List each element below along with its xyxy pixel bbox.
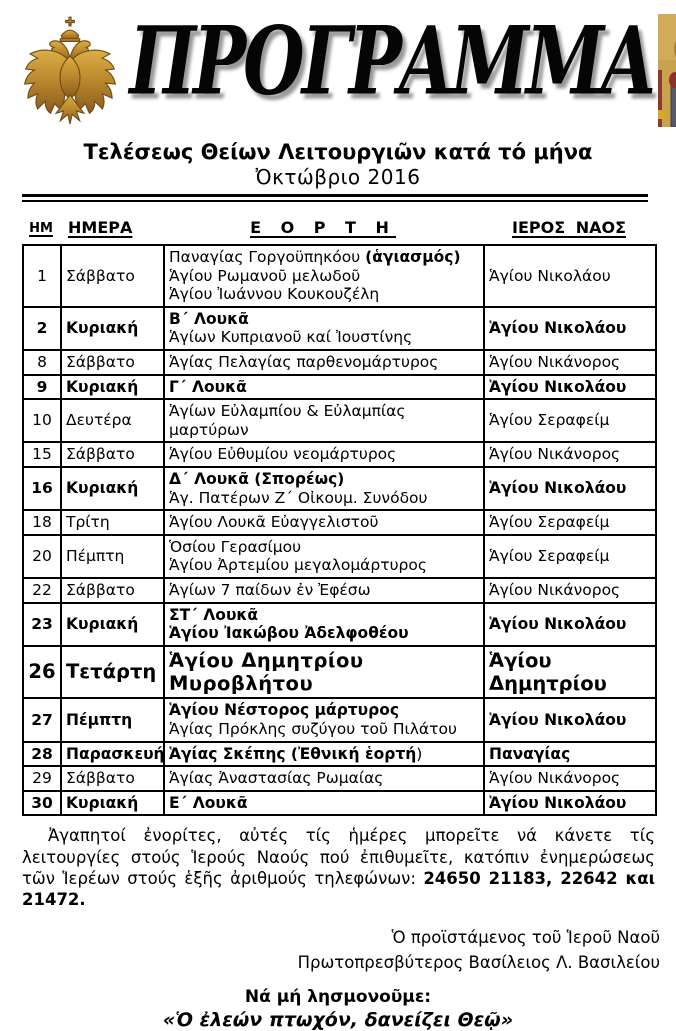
day-number-cell: 26 xyxy=(23,646,61,699)
feast-cell xyxy=(164,442,484,467)
day-number-cell: 10 xyxy=(23,399,61,442)
table-row xyxy=(23,307,656,350)
table-row xyxy=(23,742,656,767)
weekday-cell: Σάββατο xyxy=(61,442,164,467)
column-header-weekday: ΗΜΕΡΑ xyxy=(68,218,133,237)
feast-cell xyxy=(164,742,484,767)
feast-cell xyxy=(164,603,484,646)
signature-block xyxy=(0,925,660,976)
weekday-cell: Κυριακή xyxy=(61,791,164,816)
weekday-cell: Παρασκευή xyxy=(61,742,164,767)
church-cell: Ἁγίου Σεραφείμ xyxy=(484,510,656,535)
church-cell: Ἁγίου Νικάνορος xyxy=(484,578,656,603)
church-cell: Ἁγίου Νικολάου xyxy=(484,375,656,400)
feast-line: Ἁγίας Πελαγίας παρθενομάρτυρος xyxy=(169,352,439,371)
weekday-cell: Κυριακή xyxy=(61,603,164,646)
feast-line: Γ´ Λουκᾶ xyxy=(169,377,247,396)
feast-line: Β´ Λουκᾶ xyxy=(169,309,249,328)
table-row xyxy=(23,578,656,603)
weekday-cell: Δευτέρα xyxy=(61,399,164,442)
month-year: Ὀκτώβριο 2016 xyxy=(255,165,421,189)
weekday-cell: Σάββατο xyxy=(61,766,164,791)
orthodox-saint-icon xyxy=(658,14,676,127)
day-number-cell: 9 xyxy=(23,375,61,400)
feast-cell xyxy=(164,375,484,400)
column-header-day-number: ΗΜ xyxy=(29,221,53,236)
day-number-cell: 15 xyxy=(23,442,61,467)
feast-line: Ἁγίας Σκέπης (Ἐθνική ἑορτή) xyxy=(169,744,423,763)
church-cell: Ἁγίου Νικάνορος xyxy=(484,442,656,467)
church-cell: Ἁγίου Σεραφείμ xyxy=(484,399,656,442)
weekday-cell: Σάββατο xyxy=(61,350,164,375)
weekday-cell: Σάββατο xyxy=(61,245,164,307)
feast-cell xyxy=(164,399,484,442)
signature-name: Πρωτοπρεσβύτερος Βασίλειος Λ. Βασιλείου xyxy=(297,953,660,973)
church-cell: Ἁγίου Νικολάου xyxy=(484,307,656,350)
church-cell: Ἁγίου Νικάνορος xyxy=(484,350,656,375)
feast-line: Ἁγίου Νέστορος μάρτυρος xyxy=(169,701,400,720)
weekday-cell: Πέμπτη xyxy=(61,698,164,741)
motto-quote: «Ὁ ἐλεών πτωχόν, δανείζει Θεῷ» xyxy=(162,1009,514,1031)
feast-line: Ἁγίου Λουκᾶ Εὐαγγελιστοῦ xyxy=(169,513,379,532)
table-row xyxy=(23,467,656,510)
weekday-cell: Κυριακή xyxy=(61,467,164,510)
day-number-cell: 1 xyxy=(23,245,61,307)
feast-line: Ἁγίου Ἀρτεμίου μεγαλομάρτυρος xyxy=(169,556,427,575)
church-cell: Ἁγίου Νικολάου xyxy=(484,467,656,510)
day-number-cell: 30 xyxy=(23,791,61,816)
table-row xyxy=(23,399,656,442)
liturgy-schedule-table xyxy=(22,244,657,816)
feast-cell xyxy=(164,791,484,816)
feast-line: Ἁγίου Ρωμανοῦ μελωδοῦ xyxy=(169,266,361,285)
day-number-cell: 18 xyxy=(23,510,61,535)
day-number-cell: 28 xyxy=(23,742,61,767)
weekday-cell: Τρίτη xyxy=(61,510,164,535)
table-row xyxy=(23,350,656,375)
feast-cell xyxy=(164,535,484,578)
day-number-cell: 23 xyxy=(23,603,61,646)
table-row xyxy=(23,510,656,535)
table-row xyxy=(23,603,656,646)
feast-line: Ἁγίας Πρόκλης συζύγου τοῦ Πιλάτου xyxy=(169,720,457,739)
day-number-cell: 16 xyxy=(23,467,61,510)
feast-line: Ἁγίου Εὐθυμίου νεομάρτυρος xyxy=(169,445,397,464)
feast-cell xyxy=(164,646,484,699)
title-container xyxy=(124,4,658,116)
church-cell: Ἁγίου Νικολάου xyxy=(484,603,656,646)
feast-line: Ἁγίων Κυπριανοῦ καί Ἰουστίνης xyxy=(169,328,413,347)
church-cell: Ἁγίου Σεραφείμ xyxy=(484,535,656,578)
motto-intro: Νά μή λησμονοῦμε: xyxy=(244,987,432,1007)
schedule-table-body xyxy=(23,245,656,815)
table-row xyxy=(23,245,656,307)
feast-line: Ε´ Λουκᾶ xyxy=(169,793,248,812)
feast-line: Ἁγίου Ἰακώβου Ἀδελφοθέου xyxy=(169,624,409,643)
day-number-cell: 27 xyxy=(23,698,61,741)
phone-numbers: 24650 21183, 22642 και 21472. xyxy=(22,868,656,909)
feast-cell xyxy=(164,698,484,741)
feast-line: Ἁγίας Ἀναστασίας Ρωμαίας xyxy=(169,769,384,788)
feast-line: Ἁγίων Εὐλαμπίου & Εὐλαμπίας μαρτύρων xyxy=(169,402,406,439)
day-number-cell: 20 xyxy=(23,535,61,578)
column-header-church: ΙΕΡΟΣ ΝΑΟΣ xyxy=(511,218,626,237)
church-cell: Ἁγίου Δημητρίου xyxy=(484,646,656,699)
day-number-cell: 8 xyxy=(23,350,61,375)
feast-cell xyxy=(164,510,484,535)
church-cell: Ἁγίου Νικολάου xyxy=(484,245,656,307)
byzantine-double-headed-eagle-icon xyxy=(16,12,124,126)
feast-line: Ἁγ. Πατέρων Ζ´ Οἰκουμ. Συνόδου xyxy=(169,488,428,507)
feast-cell xyxy=(164,245,484,307)
church-cell: Ἁγίου Νικάνορος xyxy=(484,766,656,791)
weekday-cell: Κυριακή xyxy=(61,307,164,350)
feast-cell xyxy=(164,307,484,350)
feast-line: Δ´ Λουκᾶ (Σπορέως) xyxy=(169,469,345,488)
church-cell: Ἁγίου Νικολάου xyxy=(484,791,656,816)
motto-block xyxy=(0,987,676,1031)
table-row xyxy=(23,766,656,791)
feast-cell xyxy=(164,578,484,603)
weekday-cell: Πέμπτη xyxy=(61,535,164,578)
feast-line: ΣΤ´ Λουκᾶ xyxy=(169,605,259,624)
table-row xyxy=(23,646,656,699)
weekday-cell: Κυριακή xyxy=(61,375,164,400)
day-number-cell: 22 xyxy=(23,578,61,603)
signature-title: Ὁ προϊστάμενος τοῦ Ἱεροῦ Ναοῦ xyxy=(391,927,660,947)
feast-cell xyxy=(164,766,484,791)
page-title: ΠΡΟΓΡΑΜΜΑ xyxy=(129,4,653,116)
church-cell: Ἁγίου Νικολάου xyxy=(484,698,656,741)
column-header-feast: Ε Ο Ρ Τ Η xyxy=(250,218,396,237)
church-cell: Παναγίας xyxy=(484,742,656,767)
feast-line: Ὁσίου Γερασίμου xyxy=(169,537,302,556)
table-row xyxy=(23,535,656,578)
parish-note xyxy=(22,825,655,909)
feast-line: Ἁγίου Ἰωάννου Κουκουζέλη xyxy=(169,285,380,304)
day-number-cell: 2 xyxy=(23,307,61,350)
feast-line: Παναγίας Γοργοϋπηκόου (ἁγιασμός) xyxy=(169,248,461,266)
document-header xyxy=(16,4,662,130)
table-column-headers xyxy=(22,218,655,241)
table-row xyxy=(23,442,656,467)
day-number-cell: 29 xyxy=(23,766,61,791)
feast-cell xyxy=(164,350,484,375)
table-row xyxy=(23,375,656,400)
table-row xyxy=(23,698,656,741)
subtitle: Τελέσεως Θείων Λειτουργιῶν κατά τό μήνα xyxy=(83,140,593,164)
feast-line: Ἁγίου Δημητρίου Μυροβλήτου xyxy=(169,648,364,696)
weekday-cell: Τετάρτη xyxy=(61,646,164,699)
feast-line: Ἁγίων 7 παίδων ἐν Ἐφέσω xyxy=(169,580,371,599)
feast-cell xyxy=(164,467,484,510)
weekday-cell: Σάββατο xyxy=(61,578,164,603)
divider-double-rule xyxy=(22,194,648,202)
note-text: Ἀγαπητοί ἐνορίτες, αὐτές τίς ἡμέρες μπορεῖτε νά κάνετε τίς λειτουργίες στούς Ἱερούς Ναούς πού ἐπιθυμεῖτε, κατόπιν ἐνημερώσεως τῶν Ἱερέων στούς ἑξῆς ἀριθμούς τηλεφώνων: xyxy=(22,826,655,888)
table-row xyxy=(23,791,656,816)
